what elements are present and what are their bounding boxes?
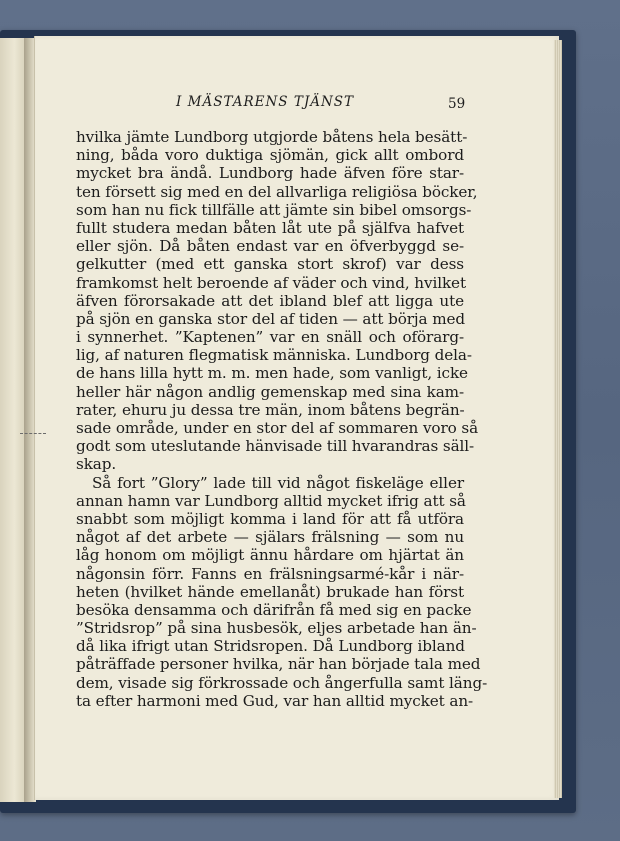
text-line: ning, båda voro duktiga sjömän, gick allt ombord xyxy=(76,146,464,165)
text-line: godt som uteslutande hänvisade till hvarandras säll- xyxy=(76,437,475,456)
text-line: något af det arbete — själars frälsning — som nu xyxy=(76,528,464,547)
text-line: som han nu fick tillfälle att jämte sin bibel omsorgs- xyxy=(76,200,472,219)
left-page-edge xyxy=(0,38,26,802)
page-stack-edge xyxy=(554,40,562,798)
text-line: heller här någon andlig gemenskap med sina kam- xyxy=(76,382,464,401)
text-line: fullt studera medan båten låt ute på själfva hafvet xyxy=(76,218,464,237)
text-line: Så fort ”Glory” lade till vid något fiskeläge eller xyxy=(92,473,464,492)
text-line: då lika ifrigt utan Stridsropen. Då Lundborg ibland xyxy=(76,637,465,656)
text-line: framkomst helt beroende af väder och vind, hvilket xyxy=(76,273,466,292)
text-line: äfven förorsakade att det ibland blef att ligga ute xyxy=(76,291,464,310)
text-line: ta efter harmoni med Gud, var han alltid mycket an- xyxy=(76,691,474,710)
text-line: skap. xyxy=(76,455,117,474)
margin-mark xyxy=(20,433,46,436)
text-line: på sjön en ganska stor del af tiden — att börja med xyxy=(76,309,466,328)
text-line: i synnerhet. ”Kaptenen” var en snäll och oförarg- xyxy=(76,328,464,347)
text-line: mycket bra ändå. Lundborg hade äfven före star- xyxy=(76,164,464,183)
body-text xyxy=(76,128,488,710)
text-line: någonsin förr. Fanns en frälsningsarmé-kår i när- xyxy=(76,564,464,583)
page-number: 59 xyxy=(448,96,466,112)
text-line: ten försett sig med en del allvarliga religiösa böcker, xyxy=(76,182,478,201)
text-line: annan hamn var Lundborg alltid mycket ifrig att så xyxy=(76,491,466,510)
text-line: snabbt som möjligt komma i land för att få utföra xyxy=(76,509,464,528)
text-line: dem, visade sig förkrossade och ångerfulla samt läng- xyxy=(76,673,488,692)
text-line: hvilka jämte Lundborg utgjorde båtens hela besätt- xyxy=(76,128,468,146)
text-line: gelkutter (med ett ganska stort skrof) var dess xyxy=(76,255,464,274)
running-head: I MÄSTARENS TJÄNST xyxy=(176,94,355,110)
text-line: låg honom om möjligt ännu hårdare om hjärtat än xyxy=(76,546,464,565)
text-line: sade område, under en stor del af sommaren voro så xyxy=(76,419,479,437)
text-line: lig, af naturen flegmatisk människa. Lundborg dela- xyxy=(76,346,472,365)
page-header xyxy=(42,94,466,116)
text-line: påträffade personer hvilka, när han började tala med xyxy=(76,655,481,674)
text-line: eller sjön. Då båten endast var en öfverbyggd se- xyxy=(76,237,464,256)
text-line: de hans lilla hytt m. m. men hade, som vanligt, icke xyxy=(76,364,468,383)
text-line: rater, ehuru ju dessa tre män, inom båtens begrän- xyxy=(76,400,465,419)
text-line: besöka densamma och därifrån få med sig en packe xyxy=(76,600,472,619)
text-line: ”Stridsrop” på sina husbesök, eljes arbetade han än- xyxy=(76,619,477,638)
text-line: heten (hvilket hände emellanåt) brukade han först xyxy=(76,582,464,601)
